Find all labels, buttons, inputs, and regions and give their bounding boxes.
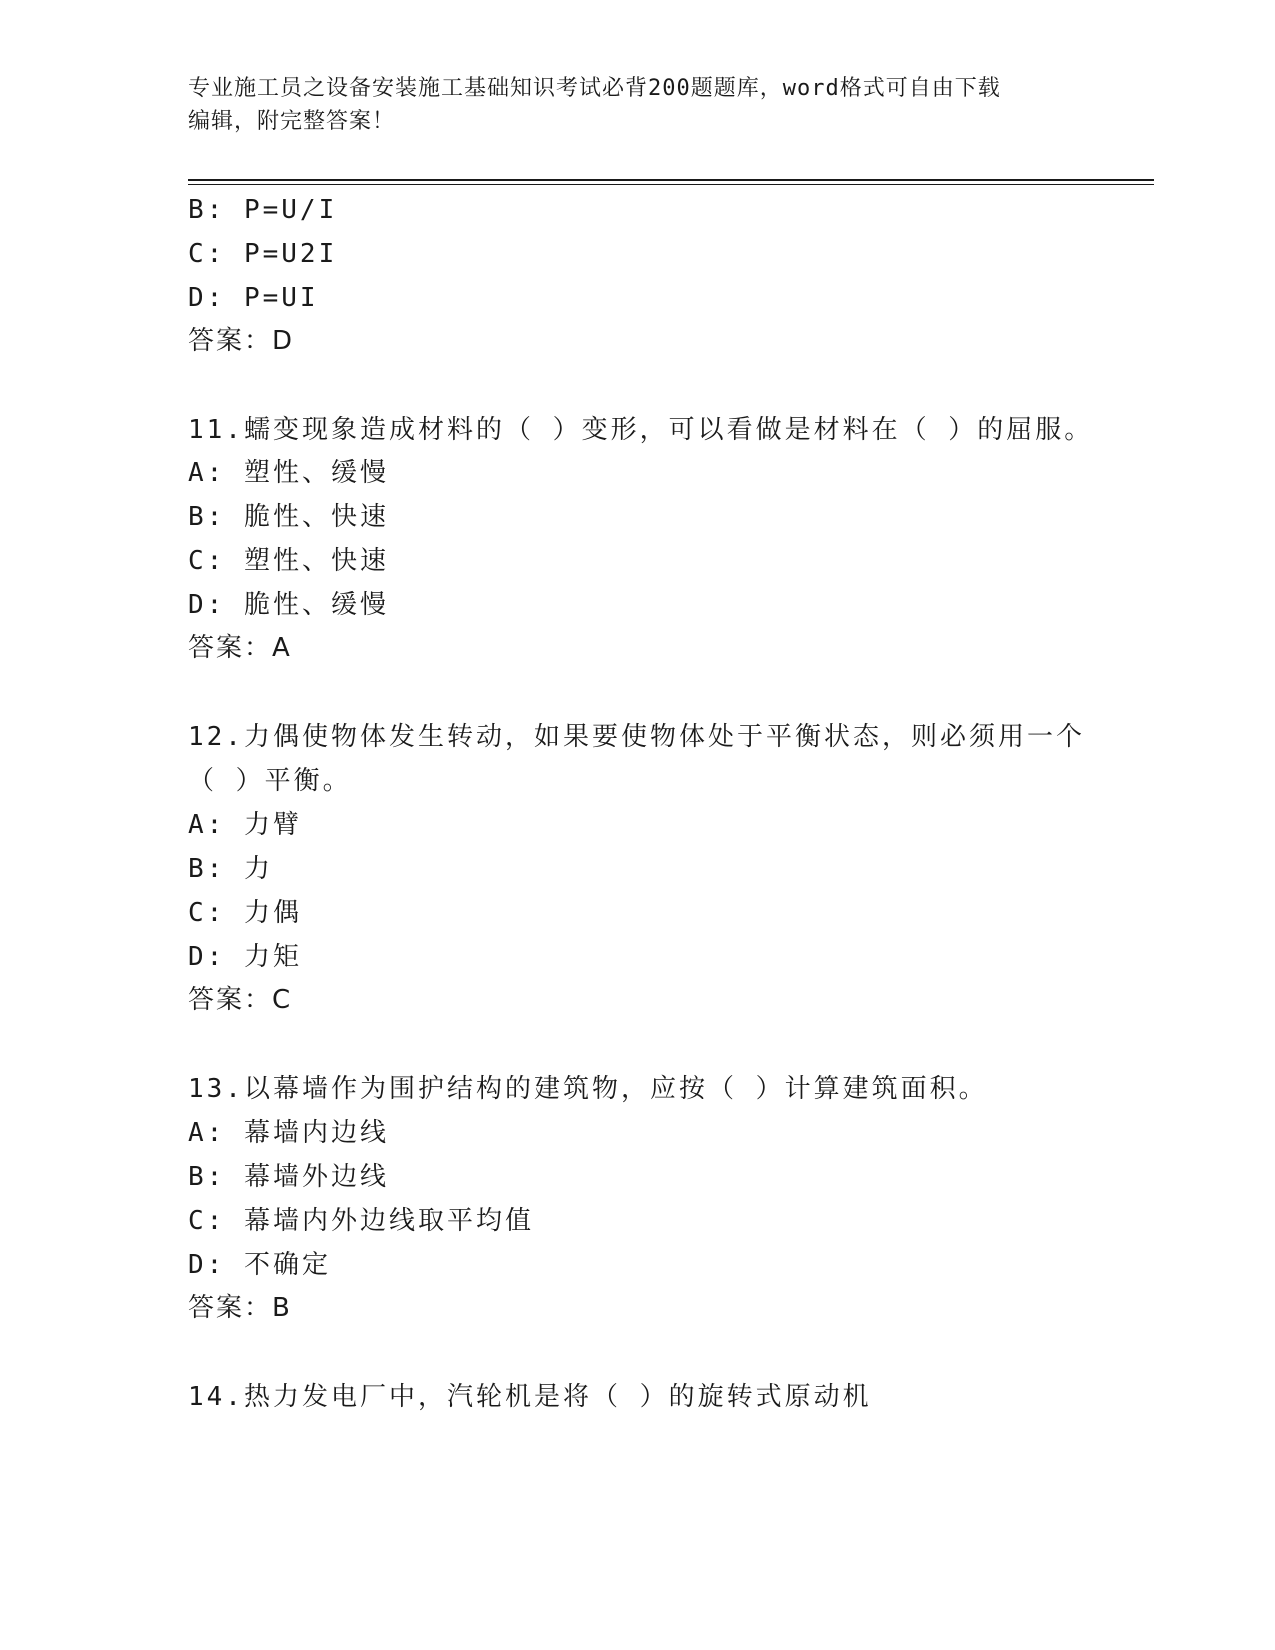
q12-option-a: A: 力臂 [188, 810, 302, 840]
header-divider-thick [188, 179, 1154, 181]
q10-answer: 答案：D [188, 326, 295, 356]
q10-option-d: D: P=UI [188, 283, 319, 313]
header-divider-thin [188, 184, 1154, 185]
q11-option-d: D: 脆性、缓慢 [188, 590, 389, 620]
q13-answer: 答案：B [188, 1293, 292, 1323]
q14-question: 14.热力发电厂中，汽轮机是将（ ）的旋转式原动机 [188, 1382, 872, 1412]
header-title-line-2: 编辑，附完整答案！ [188, 109, 396, 134]
q11-option-a: A: 塑性、缓慢 [188, 458, 389, 488]
q13-option-d: D: 不确定 [188, 1250, 331, 1280]
q12-option-c: C: 力偶 [188, 898, 302, 928]
q10-option-b: B: P=U/I [188, 195, 338, 225]
q12-option-d: D: 力矩 [188, 942, 302, 972]
q11-option-b: B: 脆性、快速 [188, 502, 389, 532]
q12-answer: 答案：C [188, 985, 293, 1015]
document-header [188, 72, 1068, 138]
q12-option-b: B: 力 [188, 854, 273, 884]
q13-option-a: A: 幕墙内边线 [188, 1118, 389, 1148]
q13-question: 13.以幕墙作为围护结构的建筑物，应按（ ）计算建筑面积。 [188, 1074, 988, 1104]
q11-question: 11.蠕变现象造成材料的（ ）变形，可以看做是材料在（ ）的屈服。 [188, 415, 1094, 445]
q13-option-b: B: 幕墙外边线 [188, 1162, 389, 1192]
q11-answer: 答案：A [188, 633, 292, 663]
header-title-line-1: 专业施工员之设备安装施工基础知识考试必背200题题库，word格式可自由下载 [188, 76, 1001, 101]
q12-question-line-1: 12.力偶使物体发生转动，如果要使物体处于平衡状态，则必须用一个 [188, 722, 1085, 752]
q12-question-line-2: （ ）平衡。 [188, 766, 352, 796]
q13-option-c: C: 幕墙内外边线取平均值 [188, 1206, 534, 1236]
q10-option-c: C: P=U2I [188, 239, 338, 269]
q11-option-c: C: 塑性、快速 [188, 546, 389, 576]
